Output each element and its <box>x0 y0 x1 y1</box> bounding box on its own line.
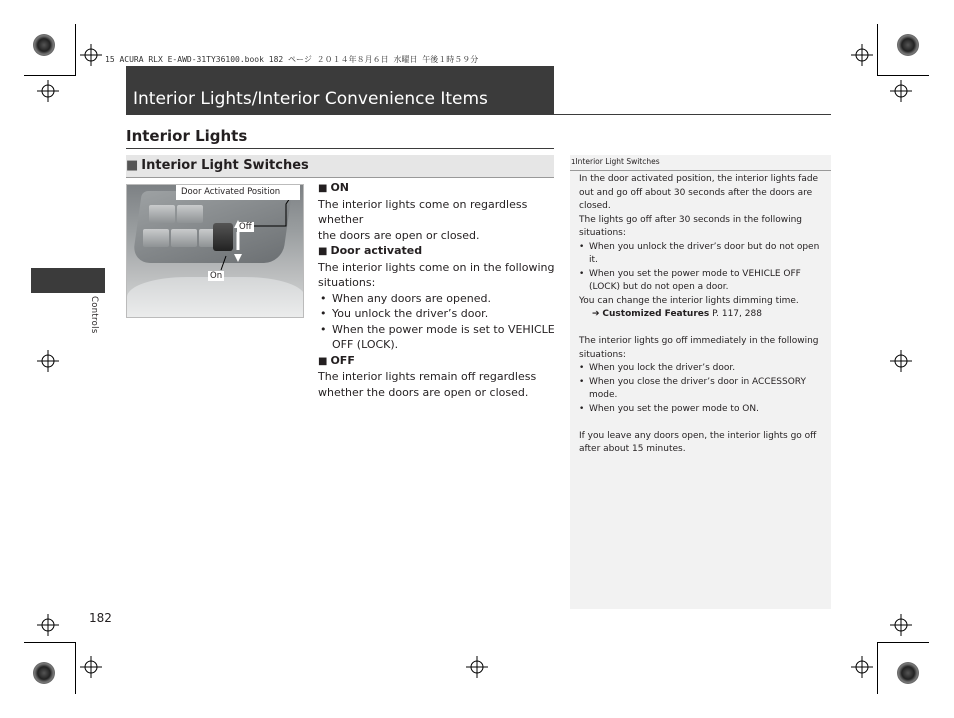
door-heading: ■ Door activated <box>318 244 423 257</box>
list-item: • When you set the power mode to VEHICLE OFF <box>579 268 801 279</box>
door-text-2: situations: <box>318 276 376 289</box>
on-heading: ■ ON <box>318 181 350 194</box>
off-text-1: The interior lights remain off regardless <box>318 370 537 383</box>
square-bullet-icon: ■ <box>126 158 139 173</box>
off-callout: Off <box>239 222 252 232</box>
on-callout: On <box>210 271 223 281</box>
list-item: • When you unlock the driver’s door but do not open <box>579 241 820 252</box>
on-text-1: The interior lights come on regardless whether <box>318 197 528 226</box>
list-item-continued: OFF (LOCK). <box>332 338 399 351</box>
page-number: 182 <box>89 611 112 625</box>
cross-reference[interactable]: ➔ Customized Features P. 117, 288 <box>592 309 762 319</box>
section-rule <box>126 148 554 149</box>
subsection-title <box>126 158 309 173</box>
main-text <box>318 180 558 400</box>
sidebar-body: In the door activated position, the interior lights fade out and go off about 30 seconds after the doors are closed. The lights go off after 30 seconds in the following situations: • When you unlock the driver’s door but do not open it. • When you set the power mode to VEHICLE OFF (LOCK) but do not open a door. You can change the interior lights dimming time. ➔ Customized Features P. 117, 288 The interior lights go off immediately in the following situations: • When you lock the driver’s door. • When you close the driver’s door in ACCESSORY mode. • When you set the power mode to ON. If you leave any doors open, the interior lights go off after about 15 minutes. <box>579 173 824 457</box>
xref-arrow-icon: ➔ <box>592 309 600 319</box>
chapter-tab[interactable] <box>31 268 105 293</box>
list-item: • When the power mode is set to VEHICLE <box>320 322 555 336</box>
off-text-2: whether the doors are open or closed. <box>318 385 529 399</box>
chapter-tab-label: Controls <box>89 296 99 334</box>
off-heading: ■ OFF <box>318 353 355 367</box>
list-item: • When you lock the driver’s door. <box>579 363 736 373</box>
list-item: • When any doors are opened. <box>320 291 491 305</box>
door-activated-callout: Door Activated Position <box>176 185 300 200</box>
list-item: • When you set the power mode to ON. <box>579 403 759 414</box>
print-header: 15 ACURA RLX E-AWD-31TY36100.book 182 ページ ２０１４年８月６日 水曜日 午後１時５９分 <box>105 55 479 64</box>
sidebar-title: 1Interior Light Switches <box>571 157 660 166</box>
xref-label[interactable]: Customized Features <box>602 309 710 319</box>
on-text-2: the doors are open or closed. <box>318 228 480 242</box>
section-title: Interior Lights <box>126 127 248 145</box>
subsection-title-text: Interior Light Switches <box>141 158 309 173</box>
list-item: • You unlock the driver’s door. <box>320 307 489 320</box>
list-item: • When you close the driver’s door in ACCESSORY <box>579 376 806 387</box>
door-text-1: The interior lights come on in the following <box>318 260 555 274</box>
callout-lines <box>126 184 304 318</box>
title-rule <box>126 114 831 115</box>
page-title: Interior Lights/Interior Convenience Items <box>133 89 488 109</box>
